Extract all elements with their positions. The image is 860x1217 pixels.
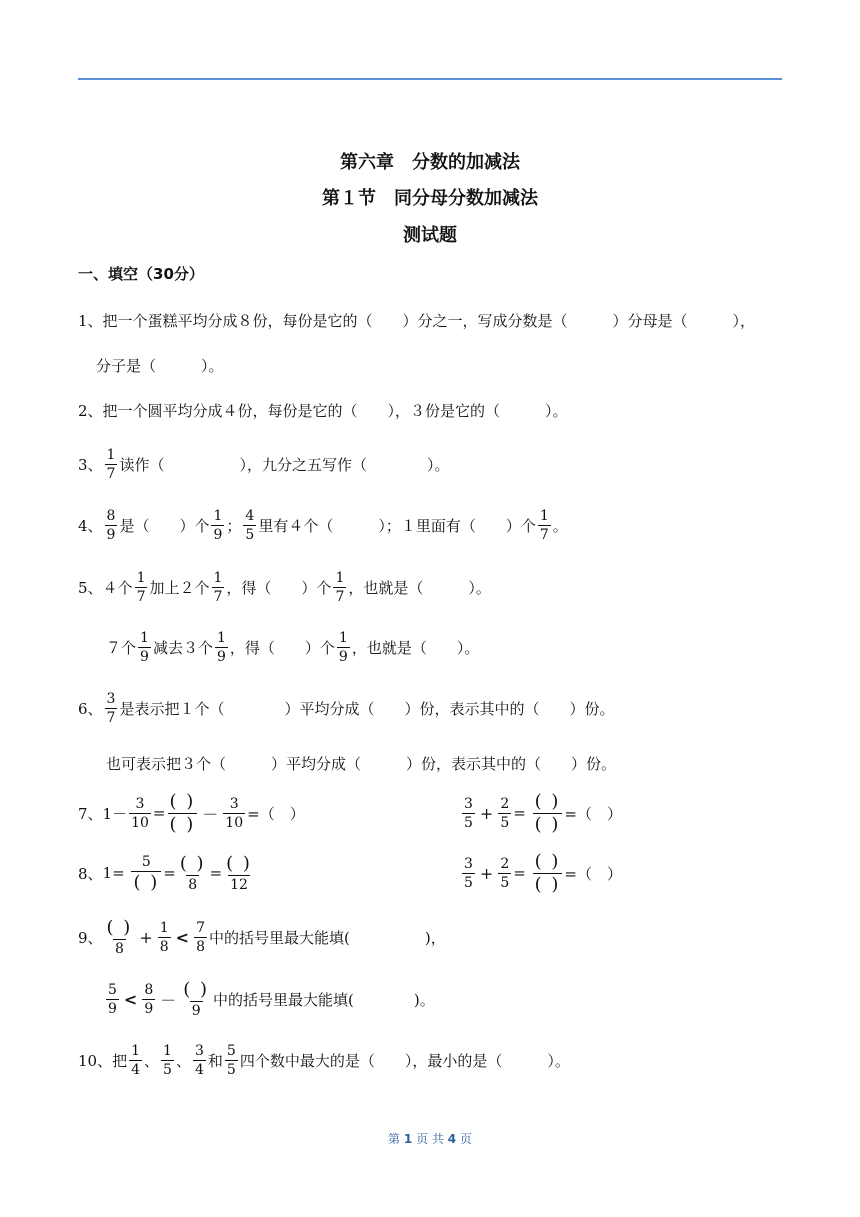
question-10: 10、把 $\frac{1}{4}$ 、 $\frac{1}{5}$ 、 $\frac{3}{4}$ 和 $\frac{5}{5}$ 四个数中最大的是（ ），最小的是（ ）。 <box>78 1042 570 1078</box>
question-5-line-2: ７个 $\frac{1}{9}$ 减去３个 $\frac{1}{9}$ ，得（ ）个 $\frac{1}{9}$ ，也就是（ ）。 <box>106 629 480 665</box>
fraction: $\frac{3}{5}$ <box>464 795 473 831</box>
fraction: $\frac{1}{4}$ <box>131 1042 141 1078</box>
fraction: $\frac{3}{10}$ <box>131 795 149 831</box>
fraction: $\frac{5}{( )}$ <box>133 853 160 893</box>
fraction: $\frac{( )}{8}$ <box>179 852 206 893</box>
question-8-right: $\frac{3}{5}$ + $\frac{2}{5}$ = $\frac{( )}{( )}$ =（ ） <box>464 850 622 895</box>
fraction: $\frac{3}{10}$ <box>225 795 244 831</box>
fraction: $\frac{5}{9}$ <box>108 981 117 1017</box>
fraction: $\frac{2}{5}$ <box>500 795 510 831</box>
blank-fraction: $\frac{( )}{8}$ <box>106 916 133 957</box>
fraction: $\frac{1}{9}$ <box>338 629 348 665</box>
page-footer: 第 1 页 共 4 页 <box>388 1132 472 1146</box>
question-1-line-2: 分子是（ ）。 <box>96 356 224 375</box>
fraction: $\frac{3}{5}$ <box>464 855 473 891</box>
fraction: $\frac{1}{7}$ <box>335 569 345 605</box>
fraction: $\frac{3}{7}$ <box>106 690 116 726</box>
question-1-line-1: 1、把一个蛋糕平均分成８份，每份是它的（ ）分之一，写成分数是（ ）分母是（ ）， <box>78 311 756 330</box>
question-9-line-2: $\frac{5}{9}$ < $\frac{8}{9}$ － $\frac{( )}{9}$ 中的括号里最大能填( )。 <box>108 978 435 1019</box>
fraction: $\frac{1}{7}$ <box>539 507 549 543</box>
test-title: 测试题 <box>403 225 457 246</box>
question-6-line-1: 6、 $\frac{3}{7}$ 是表示把１个（ ）平均分成（ ）份，表示其中的（ ）份。 <box>78 690 615 726</box>
fraction: $\frac{1}{7}$ <box>213 569 223 605</box>
section-title: 第１节 同分母分数加减法 <box>322 188 538 209</box>
fraction: $\frac{1}{9}$ <box>213 507 223 543</box>
fraction: $\frac{1}{7}$ <box>136 569 146 605</box>
question-7-left: 7、 1－ $\frac{3}{10}$ = $\frac{( )}{( )}$ － $\frac{3}{10}$ =（ ） <box>78 790 305 835</box>
blank-fraction: $\frac{( )}{( )}$ <box>534 790 561 835</box>
fraction: $\frac{2}{5}$ <box>500 855 510 891</box>
question-9-line-1: 9、 $\frac{( )}{8}$ + $\frac{1}{8}$ < $\frac{7}{8}$ 中的括号里最大能填( )， <box>78 916 446 957</box>
fraction: $\frac{1}{7}$ <box>106 446 116 482</box>
question-5-line-1: 5、 ４个 $\frac{1}{7}$ 加上２个 $\frac{1}{7}$ ，得（ ）个 $\frac{1}{7}$ ，也就是（ ）。 <box>78 569 491 605</box>
fraction: $\frac{1}{8}$ <box>159 919 169 955</box>
question-6-line-2: 也可表示把３个（ ）平均分成（ ）份，表示其中的（ ）份。 <box>106 754 617 773</box>
fraction: $\frac{3}{4}$ <box>194 1042 204 1078</box>
fraction: $\frac{8}{9}$ <box>106 507 116 543</box>
fraction: $\frac{5}{5}$ <box>226 1042 236 1078</box>
blank-fraction: $\frac{( )}{( )}$ <box>169 790 196 835</box>
fraction: $\frac{7}{8}$ <box>196 919 205 955</box>
part-heading: 一、填空（30分） <box>78 264 204 283</box>
chapter-title: 第六章 分数的加减法 <box>340 152 520 173</box>
fraction: $\frac{( )}{12}$ <box>226 852 252 893</box>
header-rule <box>78 78 782 80</box>
question-3: 3、 $\frac{1}{7}$ 读作（ ），九分之五写作（ ）。 <box>78 446 450 482</box>
fraction: $\frac{1}{9}$ <box>140 629 149 665</box>
fraction: $\frac{1}{5}$ <box>163 1042 172 1078</box>
fraction: $\frac{8}{9}$ <box>144 981 154 1017</box>
question-7-right: $\frac{3}{5}$ + $\frac{2}{5}$ = $\frac{( )}{( )}$ =（ ） <box>464 790 622 835</box>
blank-fraction: $\frac{( )}{( )}$ <box>534 850 561 895</box>
question-2: 2、把一个圆平均分成４份，每份是它的（ ），３份是它的（ ）。 <box>78 401 568 420</box>
question-8-left: 8、 1= $\frac{5}{( )}$ = $\frac{( )}{8}$ = $\frac{( )}{12}$ <box>78 852 252 893</box>
question-4: 4、 $\frac{8}{9}$ 是（ ）个 $\frac{1}{9}$ ； $\frac{4}{5}$ 里有４个（ ）；１里面有（ ）个 $\frac{1}{7}$ 。 <box>78 507 568 543</box>
blank-fraction: $\frac{( )}{9}$ <box>183 978 210 1019</box>
fraction: $\frac{4}{5}$ <box>245 507 255 543</box>
fraction: $\frac{1}{9}$ <box>216 629 226 665</box>
